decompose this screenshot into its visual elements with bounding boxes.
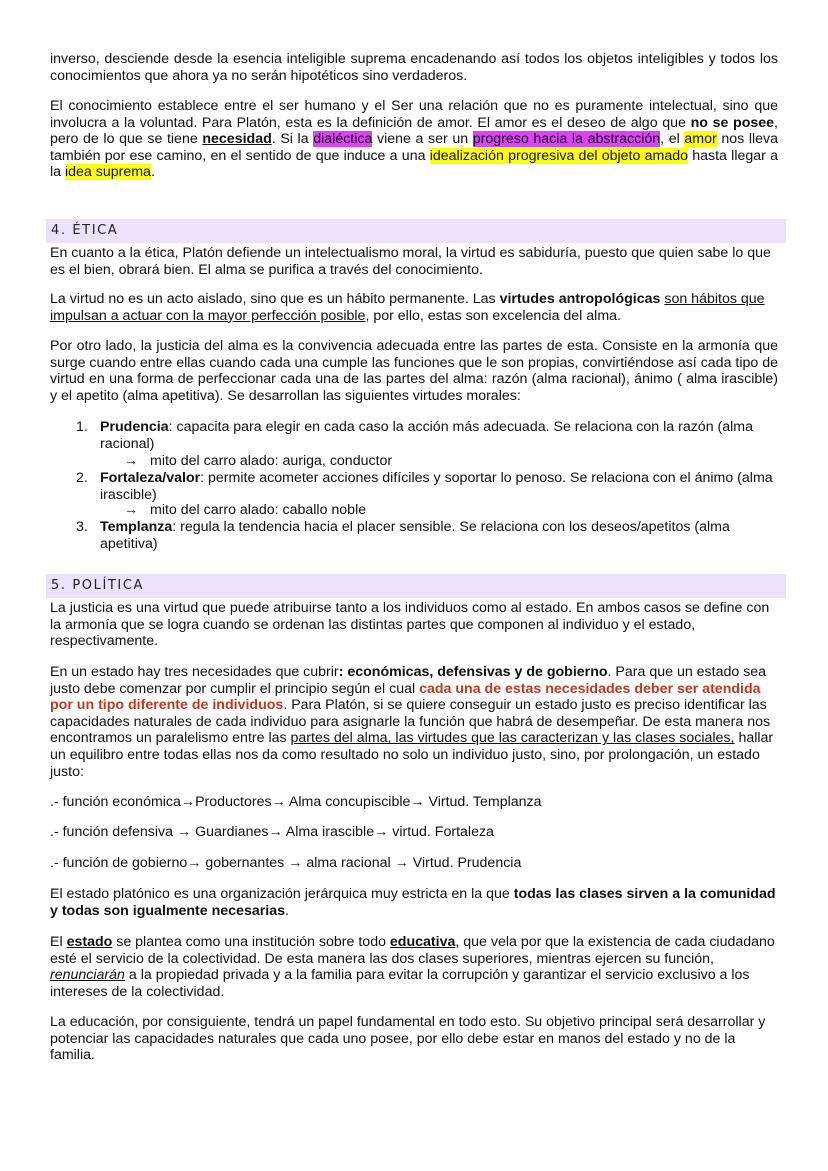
bold-underlined-phrase: educativa: [389, 934, 456, 950]
magenta-highlight: dialéctica: [313, 131, 373, 148]
bold-phrase: virtudes antropológicas: [499, 291, 661, 307]
function-line: .- función de gobierno→ gobernantes → alma racional → Virtud. Prudencia: [50, 855, 522, 871]
virtue-list-item: 3. Templanza: regula la tendencia hacia el placer sensible. Se relaciona con los deseos/apetitos (alma apetitiva): [76, 519, 730, 552]
bold-underlined-phrase: estado: [66, 934, 113, 950]
politica-paragraph-5: La educación, por consiguiente, tendrá un papel fundamental en todo esto. Su objetivo principal será desarrollar y potenciar las capacidades naturales que cada uno posee, por ello debe estar en manos del estado y no de la familia.: [50, 1014, 766, 1064]
underlined-phrase: partes del alma, las virtudes que las caracterizan y las clases sociales,: [290, 730, 735, 747]
politica-paragraph-4: El estado se plantea como una institución sobre todo educativa, que vela por que la existencia de cada ciudadano esté el servicio de la colectividad. De esta manera las dos clases superiores, mientras ejercen su función, renunciarán a la propiedad privada y a la familia para evitar la corrupción y garantizar el servicio exclusivo a los intereses de la colectividad.: [50, 934, 775, 1000]
etica-paragraph-2: La virtud no es un acto aislado, sino que es un hábito permanente. Las virtudes antropológicas son hábitos que impulsan a actuar con la mayor perfección posible, por ello, estas son excelencia del alma.: [50, 291, 765, 324]
virtue-term: Fortaleza/valor: [100, 470, 201, 486]
intro-paragraph-2: El conocimiento establece entre el ser humano y el Ser una relación que no es puramente intelectual, sino que involucra a la voluntad. Para Platón, esta es la definición de amor. El amor es el deseo de algo que no se posee, pero de lo que se tiene necesidad. Si la dialéctica viene a ser un progreso hacia la abstracción, el amor nos lleva también por ese camino, en el sentido de que induce a una idealización progresiva del objeto amado hasta llegar a la idea suprema.: [50, 98, 779, 181]
red-bold-phrase: cada una de estas necesidades deber ser atendida por un tipo diferente de individuos: [50, 680, 761, 714]
politica-paragraph-3: El estado platónico es una organización jerárquica muy estricta en la que todas las clases sirven a la comunidad y todas son igualmente necesarias.: [50, 886, 776, 919]
italic-underlined-word: renunciarán: [50, 967, 125, 984]
function-line: .- función defensiva → Guardianes→ Alma irascible→ virtud. Fortaleza: [50, 824, 494, 840]
sub-item: → mito del carro alado: auriga, conductor: [124, 453, 393, 469]
politica-paragraph-1: La justicia es una virtud que puede atribuirse tanto a los individuos como al estado. En ambos casos se define con la armonía que se logra cuando se ordenan las distintas partes que componen al individuo y el estado, respectivamente.: [50, 600, 770, 650]
bold-phrase: no se posee: [690, 114, 775, 131]
sub-item: → mito del carro alado: caballo noble: [124, 502, 367, 518]
virtue-term: Prudencia: [100, 419, 169, 435]
bold-phrase: : económicas, defensivas y de gobierno: [338, 664, 608, 680]
yellow-highlight: amor: [684, 131, 717, 148]
list-number: 2.: [76, 470, 88, 486]
section-heading-politica: 5. POLÍTICA: [46, 574, 786, 598]
section-heading-etica: 4. ÉTICA: [46, 219, 786, 243]
virtue-list-item: 2. Fortaleza/valor: permite acometer acciones difíciles y soportar lo penoso. Se relaciona con el ánimo (alma irascible): [76, 470, 773, 503]
politica-paragraph-2: En un estado hay tres necesidades que cubrir: económicas, defensivas y de gobierno. Para que un estado sea justo debe comenzar por cumplir el principio según el cual cada una de estas necesidades deber ser atendida por un tipo diferente de individuos. Para Platón, si se quiere conseguir un estado justo es preciso identificar las capacidades naturales de cada individuo para asignarle la función que habrá de desempeñar. De esta manera nos encontramos un paralelismo entre las partes del alma, las virtudes que las caracterizan y las clases sociales, hallar un equilibro entre todas ellas nos da como resultado no solo un individuo justo, sino, por prolongación, un estado justo:: [50, 664, 774, 780]
intro-paragraph-1: inverso, desciende desde la esencia inteligible suprema encadenando así todos los objetos inteligibles y todos los conocimientos que ahora ya no serán hipotéticos sino verdaderos.: [50, 51, 778, 84]
virtue-list-item: 1. Prudencia: capacita para elegir en cada caso la acción más adecuada. Se relaciona con la razón (alma racional): [76, 419, 754, 452]
etica-paragraph-3: Por otro lado, la justicia del alma es la convivencia adecuada entre las partes de esta. Consiste en la armonía que surge cuando entre ellas cuando cada una cumple las funciones que le son propias, convirtiéndose así cada tipo de virtud en una forma de perfeccionar cada una de las partes del alma: razón (alma racional), ánimo ( alma irascible) y el apetito (alma apetitiva). Se desarrollan las siguientes virtudes morales:: [50, 338, 778, 404]
yellow-highlight: idea suprema: [64, 164, 151, 181]
list-number: 1.: [76, 419, 88, 435]
list-number: 3.: [76, 519, 88, 535]
underlined-phrase: son hábitos que impulsan a actuar con la mayor perfección posible: [50, 291, 765, 324]
magenta-highlight: progreso hacia la abstracción: [472, 131, 661, 148]
yellow-highlight: idealización progresiva del objeto amado: [429, 147, 688, 164]
arrow-icon: →: [124, 502, 139, 518]
bold-underlined-phrase: necesidad: [202, 131, 272, 148]
virtue-term: Templanza: [100, 519, 173, 535]
arrow-icon: →: [124, 453, 139, 469]
function-line: .- función económica→Productores→ Alma concupiscible→ Virtud. Templanza: [50, 794, 542, 810]
etica-paragraph-1: En cuanto a la ética, Platón defiende un intelectualismo moral, la virtud es sabiduría, puesto que quien sabe lo que es el bien, obrará bien. El alma se purifica a través del conocimiento.: [50, 245, 771, 278]
bold-phrase: todas las clases sirven a la comunidad y todas son igualmente necesarias: [50, 886, 776, 919]
